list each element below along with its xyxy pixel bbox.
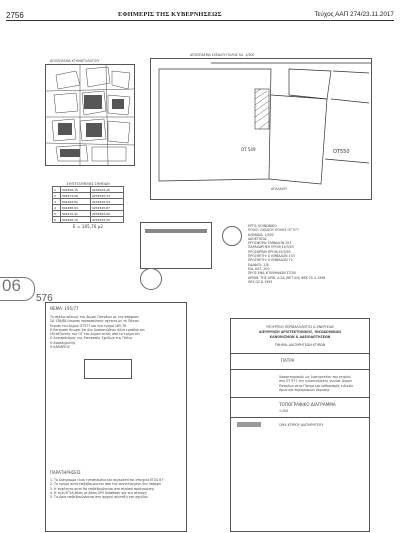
divider — [231, 397, 369, 398]
stamp-box-top — [140, 222, 212, 269]
text-line: Ο Αντιπρόεδρος της Επιτροπής Σχεδίων της Πόλης — [50, 336, 133, 341]
decision-title: ΘΕΜΑ: 195/77 — [50, 306, 79, 311]
side-label: 06 — [2, 276, 21, 295]
department-name: ΤΜΗΜΑ: ΔΙΑΤΗΡΗΤΕΩΝ ΚΤΙΡΙΩΝ — [274, 343, 326, 347]
text-line: 5. Τα όρια επιβεβαιώνονται στη αρχική σύνταξη του σχεδίου — [50, 495, 148, 500]
street-label: ΑΓΗΛΑΙΟΥ — [271, 187, 288, 191]
text-line: ΚΛΙΜΑΚΑ: 1/500 — [248, 232, 274, 237]
official-seal — [222, 226, 242, 246]
coordinate-cell: 4 — [53, 205, 61, 211]
coordinate-cell: 4234545.87 — [90, 205, 123, 211]
coordinate-cell: 1 — [53, 187, 61, 193]
coordinates-table-title: ΣΥΝΤΕΤΑΓΜΕΝΕΣ ΣΗΜΕΙΩΝ — [66, 182, 110, 186]
divider — [231, 353, 369, 354]
text-line: ΠΡΟΣΩΡΙΝΗ ΠΡΟΘ/15/3/93 — [248, 249, 291, 254]
side-code: 576 — [36, 293, 53, 304]
notes-block — [248, 224, 325, 284]
divider — [231, 369, 369, 370]
diagram-title: ΤΟΠΟΓΡΑΦΙΚΟ ΔΙΑΓΡΑΜΜΑ — [279, 402, 336, 407]
text-line: Πατρέων στην Πάτρα και καθορισμός ειδικών — [279, 383, 354, 388]
text-line: Η Επιτροπή θεωρεί ότι δεν διαπιστώθηκε άλλο εμπόδιο και — [50, 327, 145, 332]
block-label: ΟΤ 549 — [241, 147, 256, 152]
legend-swatch — [237, 422, 261, 427]
subject-lines — [279, 375, 353, 392]
text-line: ΣΑ 138/88 έγκριση τροποποίησης σχετικά με τη Πάτρα — [50, 319, 139, 324]
official-seal-left — [140, 268, 162, 290]
coordinate-row — [53, 217, 124, 223]
cadastral-sketch — [46, 65, 134, 165]
decision-stamp — [84, 359, 132, 379]
legend-text: ΟΡΙΑ ΚΤΙΡΙΟΥ ΔΙΑΤΗΡΗΤΕΟΥ — [279, 423, 324, 427]
page-number: 2756 — [6, 11, 24, 20]
text-line: Ευρισκ του Δήμου ΟΤ577 και ένα τμήμα 185,76 — [50, 323, 127, 328]
text-line: ΠΡΟΣΦΟΡΑ: ΕΜΒΑΔΟΝ 203 — [248, 241, 292, 246]
divider — [231, 417, 369, 418]
directorate-name: ΔΙΕΥΘΥΝΣΗ ΑΡΧΙΤΕΚΤΟΝΙΚΗΣ, ΟΙΚΟΔΟΜΙΚΩΝ — [259, 330, 341, 334]
text-line: ΘΕΣ ΩΣ 8-1993 — [248, 279, 273, 284]
text-line: ΕΡΓΟ: ΚΟΙΝΩΝΙΚΟ — [248, 224, 277, 228]
left-map-caption: ΑΠΟΣΠΑΣΜΑ ΚΤΗΜΑΤΟΛΟΓΙΟΥ — [50, 59, 100, 63]
text-line: ΠΑΡΑΧΩΡΗΣΗ ΠΡΟΘ/15/3/93 — [248, 245, 294, 250]
coordinate-cell: 5 — [53, 211, 61, 217]
coordinate-cell: 302456.15 — [60, 187, 90, 193]
text-line: 3. Η ταχύτητα αυτή θα επιβεβαιώνεται στο πλαίσιο προέγκρισης — [50, 486, 155, 491]
street-plan-map — [150, 58, 372, 200]
text-line: 2. Το τμήμα αυτό επιβεβαιώνεται από την συντεταγμένη δεν υπάρχει — [50, 482, 162, 487]
coordinate-cell: 3 — [53, 199, 61, 205]
coordinate-cell: 2 — [53, 193, 61, 199]
coordinate-cell: 4234543.25 — [90, 217, 123, 223]
text-line: ΠΡΟΣΘΕΤΗ: Ο ΕΜΒΑΔΟΝ 72 — [248, 258, 293, 263]
city-name: ΠΑΤΡΑ — [281, 358, 295, 363]
coordinate-cell: 4234529.53 — [90, 199, 123, 205]
text-line: 4. Η τιμή ΕΓΣΑ βάση με βάση GPS διάσπαση για την περιοχή — [50, 490, 147, 495]
coordinate-cell: 302488.94 — [60, 205, 90, 211]
area-value: Ε = 185,76 μ2 — [72, 224, 104, 230]
text-line: ΠΡΟΣ ΕΝΑ ΥΠΟΨΗΦΙΩΝ ΣΤΟΙΧ — [248, 271, 297, 276]
text-line: ΕΙΔ. ΚΑΤ. 200 — [248, 266, 270, 271]
text-line: Η Αναπληρωτής — [50, 340, 76, 345]
header-rule — [6, 20, 394, 21]
coordinates-table-block — [52, 182, 124, 230]
decision-lines — [50, 315, 145, 349]
issue-reference: Τεύχος ΑΑΠ 274/23.11.2017 — [314, 11, 394, 18]
coordinate-cell: 4234563.90 — [90, 211, 123, 217]
coordinate-cell: 302470.41 — [60, 211, 90, 217]
coordinate-cell: 302456.15 — [60, 217, 90, 223]
text-line: ΠΟΛΙΣ: ΣΧΕΔΙΟΥ ΠΟΛΗΣ ΟΤ 577 — [248, 228, 299, 233]
main-map-caption: ΑΠΟΣΠΑΣΜΑ ΣΧΕΔΙΟΥ ΠΟΛΗΣ ΚΛ. 1/500 — [190, 53, 255, 57]
rules-name: ΚΑΝΟΝΙΣΜΩΝ & ΑΔΕΙΟΔΟΤΗΣΕΩΝ — [269, 335, 331, 339]
ministry-name: ΥΠΟΥΡΓΕΙΟ ΠΕΡΙΒΑΛΛΟΝΤΟΣ & ΕΝΕΡΓΕΙΑΣ — [265, 325, 335, 329]
stamp-bar — [145, 229, 207, 233]
block-label-right: ΟΤ550 — [333, 149, 350, 155]
diagram-scale: 1:200 — [279, 409, 289, 413]
text-line: ΙΔΙΟΚΤΗΣΙΑ: — [248, 236, 268, 241]
text-line: στο ΟΤ 577 της ηλιοκεντρικής γωνίας Δήμου — [279, 379, 352, 384]
text-line: εξετάζοντας του ΟΤ του Δήμου εκτός από το τμήμα ότι — [50, 332, 140, 337]
gazette-title: ΕΦΗΜΕΡΙΣ ΤΗΣ ΚΥΒΕΡΝΗΣΕΩΣ — [118, 11, 222, 18]
coordinate-cell: 302483.61 — [60, 199, 90, 205]
text-line: όρων και περιορισμών δόμησης — [279, 387, 330, 392]
decision-box — [45, 302, 187, 532]
text-line: ΕΔΑΦΟΣ: 1/8 — [248, 262, 269, 267]
remarks-title: ΠΑΡΑΤΗΡΗΣΕΙΣ — [50, 470, 81, 475]
text-line: Χαρακτηρισμός ως διατηρητέου του κτιρίου — [279, 375, 351, 379]
text-line: ΑΡΙΘΜ. ΤΗΣ ΑΡΙΘ. Α ΕΔ (ΘΕΤ ΚΗ) ΦΕΚ 25-4-1996 — [248, 275, 326, 280]
coordinate-cell: 4234543.25 — [90, 187, 123, 193]
coordinate-cell: 4234525.33 — [90, 193, 123, 199]
street-plan-sketch — [151, 59, 371, 199]
cadastral-excerpt-map — [45, 64, 135, 166]
coordinate-cell: 302473.06 — [60, 193, 90, 199]
text-line: Η ΚΑΘΑΡΙΟΣ — [50, 345, 70, 350]
ministry-title-block — [230, 318, 370, 532]
coordinate-cell: 6 — [53, 217, 61, 223]
remark-lines — [50, 478, 163, 499]
coordinates-table — [52, 186, 124, 223]
text-line: Το σχέδιο πόλεως του Δήμου Πατρέων με την απόφαση — [50, 315, 139, 319]
text-line: ΠΡΟΣΘΕΤΗ: Ο ΕΜΒΑΔΟΝ 133 — [248, 254, 295, 259]
text-line: 1. Το διάγραμμα είναι εντοπισμένο και συγκροτείται στοιχεία ΕΓΣΑ 87 — [50, 478, 164, 482]
